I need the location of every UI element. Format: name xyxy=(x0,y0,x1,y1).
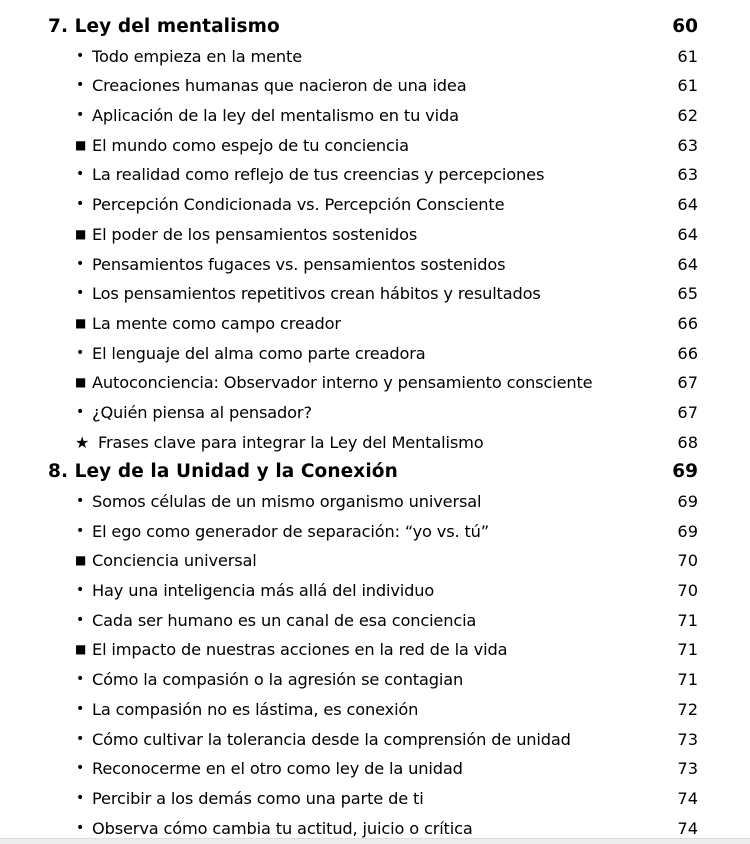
toc-entry[interactable] xyxy=(0,546,750,576)
toc-entry[interactable] xyxy=(0,754,750,784)
entry-title: Cómo la compasión o la agresión se contagian xyxy=(92,670,464,690)
entry-title: Hay una inteligencia más allá del individuo xyxy=(92,581,435,601)
bullet-icon: • xyxy=(76,582,85,599)
entry-title: Aplicación de la ley del mentalismo en tu vida xyxy=(92,106,459,126)
entry-title: Percepción Condicionada vs. Percepción Consciente xyxy=(92,195,505,215)
page-number: 70 xyxy=(677,581,698,601)
page-number: 61 xyxy=(677,46,698,66)
toc-entry[interactable] xyxy=(0,250,750,280)
toc-chapter-heading[interactable] xyxy=(0,457,750,487)
bullet-icon: • xyxy=(76,819,85,836)
chapter-title: 8. Ley de la Unidad y la Conexión xyxy=(48,461,398,483)
bullet-icon: • xyxy=(76,522,85,539)
page-number: 61 xyxy=(677,76,698,96)
toc-entry[interactable] xyxy=(0,576,750,606)
page-number: 60 xyxy=(672,16,698,37)
square-bullet-icon: ■ xyxy=(75,226,87,241)
toc-entry[interactable] xyxy=(0,71,750,101)
bullet-icon: • xyxy=(76,344,85,361)
toc-entry[interactable] xyxy=(0,220,750,250)
bullet-icon: • xyxy=(76,730,85,747)
bullet-icon: • xyxy=(76,403,85,420)
bullet-icon: • xyxy=(76,611,85,628)
entry-title: La compasión no es lástima, es conexión xyxy=(92,699,419,719)
entry-title: El impacto de nuestras acciones en la red de la vida xyxy=(92,640,508,660)
bullet-icon: • xyxy=(76,493,85,509)
entry-title: El ego como generador de separación: “yo vs. tú” xyxy=(92,521,490,541)
bullet-icon: • xyxy=(76,77,85,94)
bullet-icon: • xyxy=(76,107,85,124)
square-bullet-icon: ■ xyxy=(75,553,87,568)
chapter-title: 7. Ley del mentalismo xyxy=(48,16,280,37)
page-number: 64 xyxy=(677,224,698,244)
bullet-icon: • xyxy=(76,196,85,213)
toc-entry[interactable] xyxy=(0,42,750,72)
toc-entry[interactable] xyxy=(0,190,750,220)
toc-entry[interactable] xyxy=(0,309,750,339)
page-number: 71 xyxy=(677,610,698,630)
entry-title: El poder de los pensamientos sostenidos xyxy=(92,224,418,244)
bullet-icon: • xyxy=(76,789,85,806)
bullet-icon: • xyxy=(76,671,85,688)
toc-entry[interactable] xyxy=(0,695,750,725)
page-number: 74 xyxy=(677,788,698,808)
page-number: 67 xyxy=(677,402,698,422)
toc-entry[interactable] xyxy=(0,279,750,309)
page-number: 73 xyxy=(677,759,698,779)
square-bullet-icon: ■ xyxy=(75,375,87,390)
entry-title: Conciencia universal xyxy=(92,551,257,571)
entry-title: Creaciones humanas que nacieron de una idea xyxy=(92,76,467,96)
entry-title: El mundo como espejo de tu conciencia xyxy=(92,135,409,155)
entry-title: Cómo cultivar la tolerancia desde la comprensión de unidad xyxy=(92,729,571,749)
page-number: 74 xyxy=(677,818,698,838)
page-number: 66 xyxy=(677,313,698,333)
page-number: 69 xyxy=(672,461,698,483)
square-bullet-icon: ■ xyxy=(75,137,87,152)
page-number: 72 xyxy=(677,699,698,719)
entry-title: Somos células de un mismo organismo universal xyxy=(92,492,482,511)
toc-entry[interactable] xyxy=(0,131,750,161)
entry-title: Frases clave para integrar la Ley del Mentalismo xyxy=(98,432,484,452)
toc-entry[interactable] xyxy=(0,339,750,369)
star-icon: ★ xyxy=(75,432,90,452)
entry-title: Autoconciencia: Observador interno y pensamiento consciente xyxy=(92,373,593,393)
entry-title: La mente como campo creador xyxy=(92,313,341,333)
entry-title: La realidad como reflejo de tus creencias y percepciones xyxy=(92,165,545,185)
toc-entry[interactable] xyxy=(0,101,750,131)
toc-entry[interactable] xyxy=(0,160,750,190)
entry-title: Percibir a los demás como una parte de ti xyxy=(92,788,424,808)
square-bullet-icon: ■ xyxy=(75,315,87,330)
bullet-icon: • xyxy=(76,285,85,302)
table-of-contents xyxy=(0,12,750,843)
toc-entry[interactable] xyxy=(0,725,750,755)
page-number: 64 xyxy=(677,254,698,274)
page-number: 62 xyxy=(677,106,698,126)
entry-title: Pensamientos fugaces vs. pensamientos sostenidos xyxy=(92,254,506,274)
bullet-icon: • xyxy=(76,255,85,272)
page-number: 65 xyxy=(677,284,698,304)
page-number: 71 xyxy=(677,640,698,660)
toc-entry[interactable] xyxy=(0,606,750,636)
bullet-icon: • xyxy=(76,700,85,717)
page-number: 68 xyxy=(677,432,698,452)
bullet-icon: • xyxy=(76,47,85,64)
entry-title: Los pensamientos repetitivos crean hábitos y resultados xyxy=(92,284,541,304)
toc-entry[interactable] xyxy=(0,635,750,665)
toc-chapter-heading[interactable] xyxy=(0,12,750,42)
page-number: 63 xyxy=(677,135,698,155)
entry-title: Todo empieza en la mente xyxy=(92,46,303,66)
entry-title: ¿Quién piensa al pensador? xyxy=(92,402,312,422)
bullet-icon: • xyxy=(76,166,85,183)
page-number: 66 xyxy=(677,343,698,363)
toc-entry[interactable] xyxy=(0,784,750,814)
entry-title: El lenguaje del alma como parte creadora xyxy=(92,343,426,363)
page-number: 63 xyxy=(677,165,698,185)
page-number: 69 xyxy=(677,521,698,541)
bullet-icon: • xyxy=(76,760,85,777)
toc-entry[interactable] xyxy=(0,428,750,458)
page-number: 70 xyxy=(677,551,698,571)
toc-entry[interactable] xyxy=(0,665,750,695)
toc-entry[interactable] xyxy=(0,487,750,517)
page-bottom-edge xyxy=(0,838,750,844)
toc-entry[interactable] xyxy=(0,398,750,428)
page-number: 69 xyxy=(677,492,698,511)
toc-entry[interactable] xyxy=(0,368,750,398)
page-number: 71 xyxy=(677,670,698,690)
entry-title: Reconocerme en el otro como ley de la unidad xyxy=(92,759,463,779)
toc-entry[interactable] xyxy=(0,517,750,547)
page-number: 67 xyxy=(677,373,698,393)
square-bullet-icon: ■ xyxy=(75,642,87,657)
page-number: 73 xyxy=(677,729,698,749)
entry-title: Observa cómo cambia tu actitud, juicio o crítica xyxy=(92,818,473,838)
entry-title: Cada ser humano es un canal de esa conciencia xyxy=(92,610,477,630)
page-number: 64 xyxy=(677,195,698,215)
